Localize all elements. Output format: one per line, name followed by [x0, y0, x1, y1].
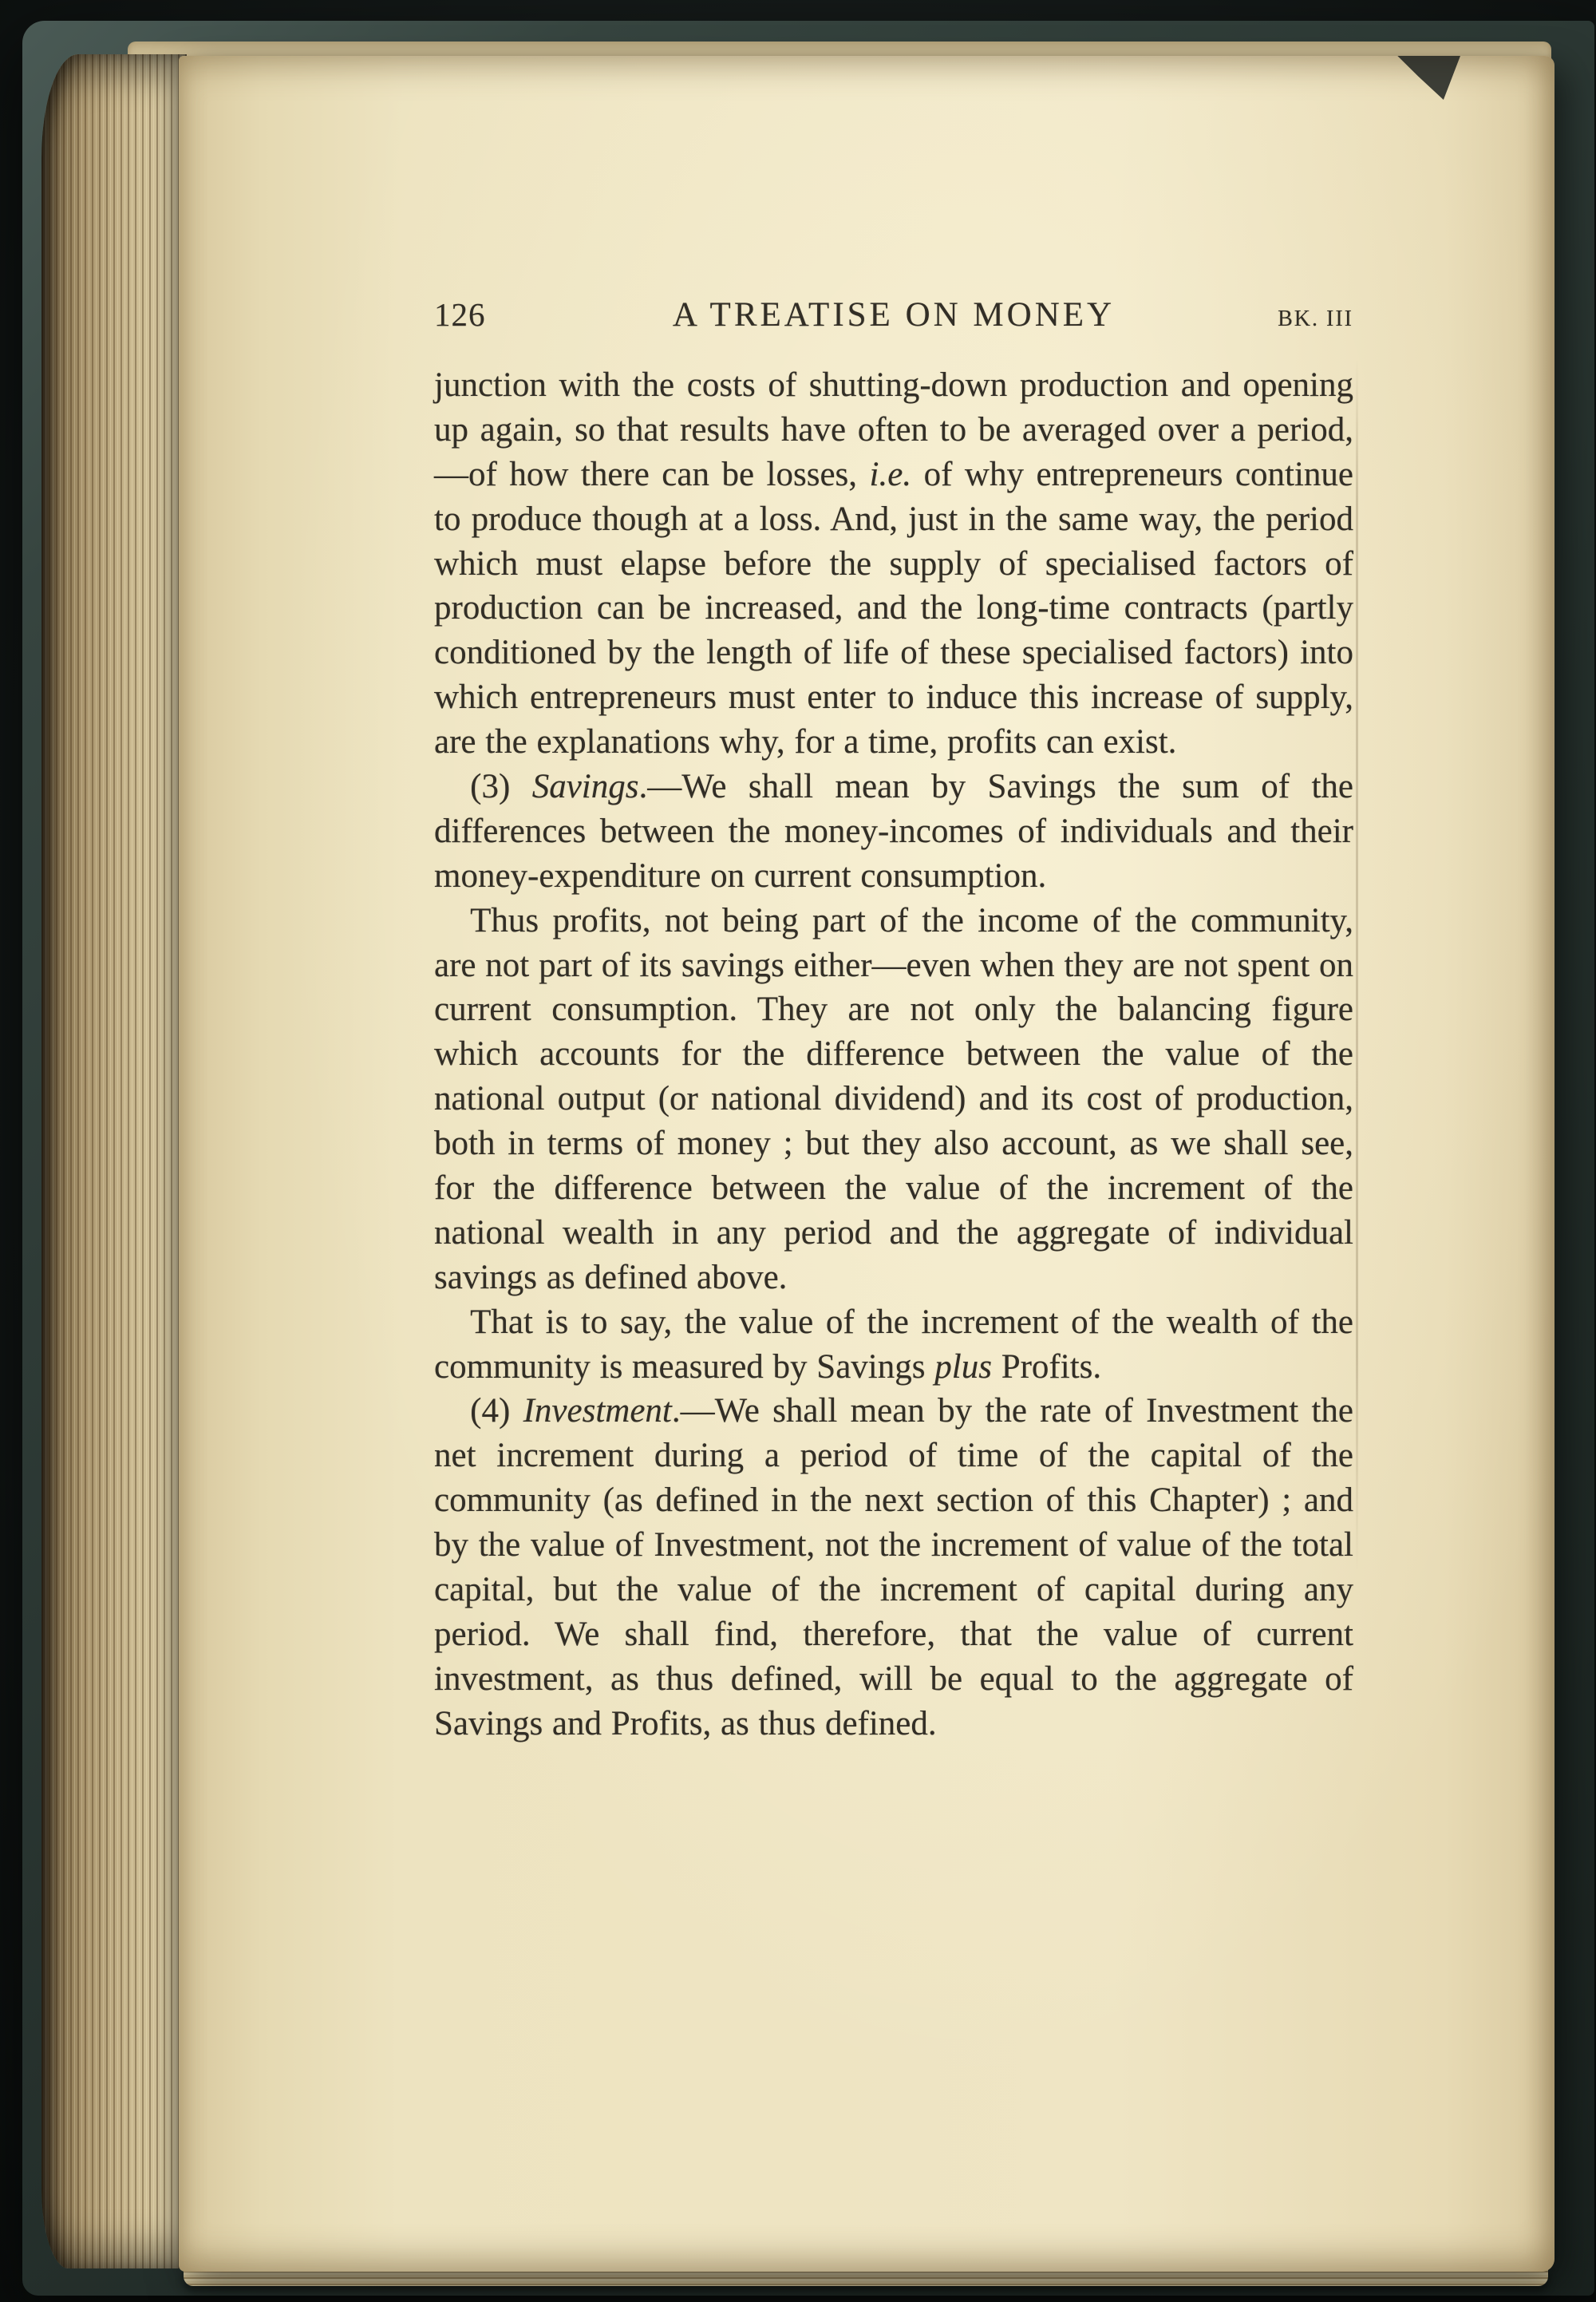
paragraph — [434, 363, 1353, 765]
text-segment: (3) — [470, 768, 532, 806]
italic-text: Savings — [531, 768, 639, 806]
text-segment: Thus profits, not being part of the income of the community, are not part of its savings either—even when they are not spent on current consumption. They are not only the balancing figure which accounts for the difference between the value of the national output (or national dividend) and its cost of production, both in terms of money ; but they also account, as we shall see, for the difference between the value of the increment of the national wealth in any period and the aggregate of individual savings as defined above. — [434, 901, 1353, 1296]
text-segment: junction with the costs of shutting-down production and opening up again, so that results have often to be averaged over a period,—of how there can be losses, — [434, 366, 1353, 493]
text-segment: of why entrepreneurs continue to produce though at a loss. And, just in the same way, the period which must elapse before the supply of specialised factors of production can be increased, and the long-time contracts (partly conditioned by the length of life of these specialised factors) into which entrepreneurs must enter to induce this increase of supply, are the explanations why, for a time, profits can exist. — [434, 455, 1353, 761]
page-crease — [1356, 359, 1358, 1572]
page-number: 126 — [434, 296, 486, 333]
page-edges-left — [41, 54, 187, 2268]
text-segment: Profits. — [991, 1347, 1102, 1386]
paragraph — [434, 1389, 1353, 1746]
book-number-label: BK. III — [1278, 307, 1353, 331]
page-header — [434, 295, 1353, 334]
paragraph — [434, 899, 1353, 1300]
italic-text: Investment — [523, 1392, 672, 1430]
italic-text: plus — [934, 1347, 992, 1386]
text-block — [434, 295, 1353, 1746]
text-segment: (4) — [470, 1392, 523, 1430]
text-segment: That is to say, the value of the increment of the wealth of the community is measured by Savings — [434, 1303, 1353, 1386]
body-text — [434, 363, 1353, 1746]
book-page — [179, 56, 1555, 2272]
paragraph — [434, 1300, 1353, 1390]
running-title: A TREATISE ON MONEY — [672, 296, 1116, 334]
text-segment: .—We shall mean by Savings the sum of the differences between the money-incomes of individuals and their money-expenditure on current consumption. — [434, 768, 1353, 895]
page-tear — [1384, 56, 1460, 107]
italic-text: i.e. — [869, 455, 912, 493]
text-segment: .—We shall mean by the rate of Investment the net increment during a period of time of the capital of the community (as defined in the next section of this Chapter) ; and by the value of Investment, not the increment of value of the total capital, but the value of the increment of capital during any period. We shall find, therefore, that the value of current investment, as thus defined, will be equal to the aggregate of Savings and Profits, as thus defined. — [434, 1392, 1353, 1742]
paragraph — [434, 765, 1353, 899]
